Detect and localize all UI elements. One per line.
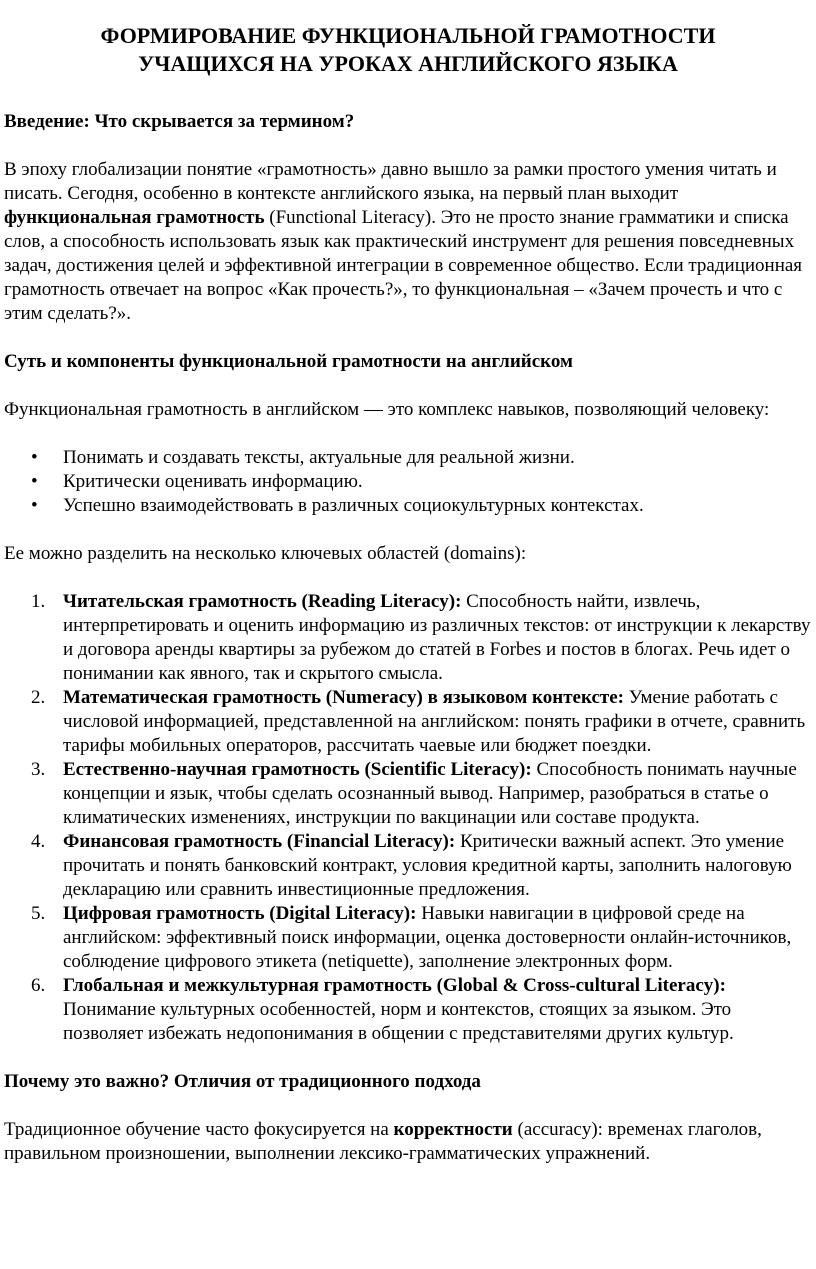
document-title [4,22,812,78]
domain-title: Читательская грамотность (Reading Literacy): [63,591,462,612]
domains-list [4,590,812,1046]
why-bold-term: корректности [393,1119,513,1140]
domain-text: Навыки навигации в цифровой среде на английском: эффективный поиск информации, оценка достоверности онлайн-источников, соблюдение цифрового этикета (netiquette), заполнение электронных форм. [63,903,792,972]
list-item [31,758,812,830]
why-text-1: Традиционное обучение часто фокусируется на [4,1119,394,1140]
list-number: 3. [31,759,46,780]
domain-text: Способность найти, извлечь, интерпретировать и оценить информацию из различных текстов: от инструкции к лекарству и договора аренды квартиры за рубежом до статей в Forbes и постов в блогах. Речь идет о понимании как явного, так и скрытого смысла. [63,591,811,684]
bullet-icon: • [31,447,38,468]
list-item [31,446,812,470]
title-line-2: УЧАЩИХСЯ НА УРОКАХ АНГЛИЙСКОГО ЯЗЫКА [138,51,678,76]
list-item [31,902,812,974]
domain-text: Способность понимать научные концепции и язык, чтобы сделать осознанный вывод. Например, разобраться в статье о климатических изменениях, инструкции по вакцинации или составе продукта. [63,759,797,828]
intro-heading: Введение: Что скрывается за термином? [4,111,355,132]
domain-text: Критически важный аспект. Это умение прочитать и понять банковский контракт, условия кредитной карты, заполнить налоговую декларацию или сравнить инвестиционные предложения. [63,831,792,900]
intro-bold-term: функциональная грамотность [4,207,265,228]
why-heading: Почему это важно? Отличия от традиционного подхода [4,1071,481,1092]
list-number: 6. [31,975,46,996]
list-number: 5. [31,903,46,924]
list-number: 4. [31,831,46,852]
domain-text: Понимание культурных особенностей, норм и контекстов, стоящих за языком. Это позволяет избежать недопонимания в общении с представителями других культур. [63,999,734,1044]
list-number: 1. [31,591,46,612]
domain-title: Математическая грамотность (Numeracy) в языковом контексте: [63,687,624,708]
list-item [31,494,812,518]
intro-text-1: В эпоху глобализации понятие «грамотность» давно вышло за рамки простого умения читать и писать. Сегодня, особенно в контексте английского языка, на первый план выходит [4,159,777,204]
domains-lead: Ее можно разделить на несколько ключевых областей (domains): [4,543,527,564]
bullet-icon: • [31,471,38,492]
list-number: 2. [31,687,46,708]
intro-text-2: (Functional Literacy). Это не просто знание грамматики и списка слов, а способность использовать язык как практический инструмент для решения повседневных задач, достижения целей и эффективной интеграции в современное общество. Если традиционная грамотность отвечает на вопрос «Как прочесть?», то функциональная – «Зачем прочесть и что с этим сделать?». [4,207,803,324]
list-item [31,470,812,494]
essence-heading: Суть и компоненты функциональной грамотности на английском [4,351,573,372]
list-item-text: Успешно взаимодействовать в различных социокультурных контекстах. [63,495,644,516]
list-item [31,590,812,686]
why-paragraph [4,1118,812,1166]
list-item-text: Понимать и создавать тексты, актуальные для реальной жизни. [63,447,575,468]
bullet-icon: • [31,495,38,516]
domain-title: Цифровая грамотность (Digital Literacy): [63,903,417,924]
essence-lead: Функциональная грамотность в английском — это комплекс навыков, позволяющий человеку: [4,399,770,420]
domain-text: Умение работать с числовой информацией, представленной на английском: понять графики в отчете, сравнить тарифы мобильных операторов, рассчитать чаевые или бюджет поездки. [63,687,806,756]
skills-list [4,446,812,518]
intro-paragraph [4,158,812,326]
domain-title: Естественно-научная грамотность (Scientific Literacy): [63,759,532,780]
list-item [31,686,812,758]
domain-title: Финансовая грамотность (Financial Literacy): [63,831,456,852]
why-text-2: (accuracy): временах глаголов, правильном произношении, выполнении лексико-грамматических упражнений. [4,1119,762,1164]
list-item-text: Критически оценивать информацию. [63,471,363,492]
domain-title: Глобальная и межкультурная грамотность (Global & Cross-cultural Literacy): [63,975,726,996]
list-item [31,830,812,902]
list-item [31,974,812,1046]
title-line-1: ФОРМИРОВАНИЕ ФУНКЦИОНАЛЬНОЙ ГРАМОТНОСТИ [100,23,716,48]
